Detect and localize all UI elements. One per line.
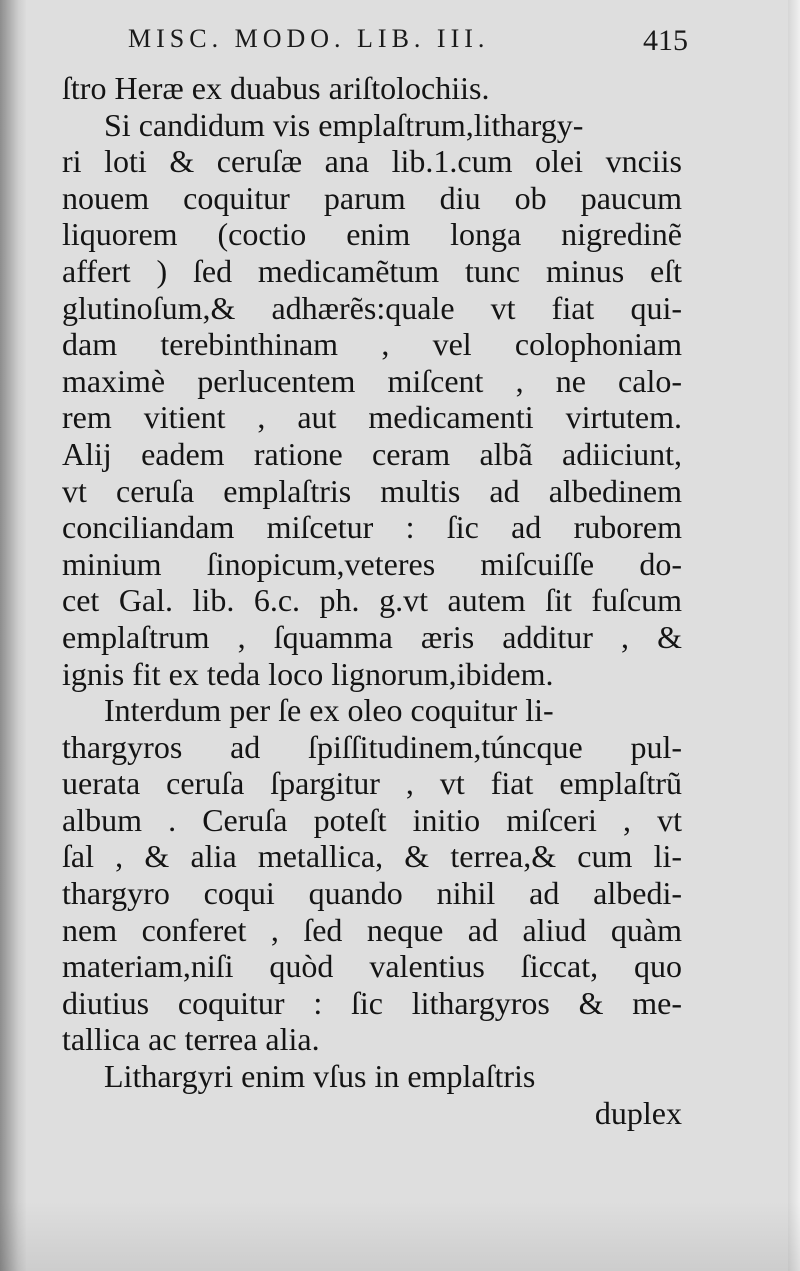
text-line: nem conferet , ſed neque ad aliud quàm [62,911,682,948]
text-line: Interdum per ſe ex oleo coquitur li- [104,692,554,729]
text-line: glutinoſum,& adhærẽs:quale vt fiat qui- [62,289,682,326]
text-line: maximè perlucentem miſcent , ne calo- [62,362,682,399]
page-number: 415 [643,24,688,57]
running-head: MISC. MODO. LIB. III. [128,24,490,53]
text-line: thargyro coqui quando nihil ad albedi- [62,875,682,912]
text-line: minium ſinopicum,veteres miſcuiſſe do- [62,545,682,582]
text-line: Si candidum vis emplaſtrum,lithargy- [104,106,584,143]
catchword: duplex [594,1094,682,1131]
text-line: ſtro Heræ ex duabus ariſtolochiis. [62,70,490,106]
page-shadow [0,1201,800,1271]
text-line: ri loti & ceruſæ ana lib.1.cum olei vnciis [62,143,682,180]
text-line: ſal , & alia metallica, & terrea,& cum li- [62,838,682,875]
text-line: thargyros ad ſpiſſitudinem,túncque pul- [62,728,682,765]
page-edge [788,0,800,1271]
text-line: emplaſtrum , ſquamma æris additur , & [62,618,682,655]
text-line: Alij eadem ratione ceram albã adiiciunt, [62,435,682,472]
text-line: vt ceruſa emplaſtris multis ad albedinem [62,472,682,509]
text-line: affert ) ſed medicamẽtum tunc minus eſt [62,252,682,289]
body-text [62,70,682,1131]
text-line: cet Gal. lib. 6.c. ph. g.vt autem ſit fuſcum [62,582,682,619]
text-line: uerata ceruſa ſpargitur , vt fiat emplaſtrũ [62,765,682,802]
text-line: diutius coquitur : ſic lithargyros & me- [62,984,682,1021]
text-line: ignis fit ex teda loco lignorum,ibidem. [62,655,554,692]
text-line: dam terebinthinam , vel colophoniam [62,326,682,363]
page-gutter [0,0,26,1271]
text-line: conciliandam miſcetur : ſic ad ruborem [62,509,682,546]
text-line: materiam,niſi quòd valentius ſiccat, quo [62,948,682,985]
page-header [128,24,688,64]
text-line: rem vitient , aut medicamenti virtutem. [62,399,682,436]
text-line: album . Ceruſa poteſt initio miſceri , vt [62,801,682,838]
text-line: tallica ac terrea alia. [62,1021,320,1058]
text-line: nouem coquitur parum diu ob paucum [62,179,682,216]
text-line: liquorem (coctio enim longa nigredinẽ [62,216,682,253]
text-line: Lithargyri enim vſus in emplaſtris [104,1058,536,1095]
